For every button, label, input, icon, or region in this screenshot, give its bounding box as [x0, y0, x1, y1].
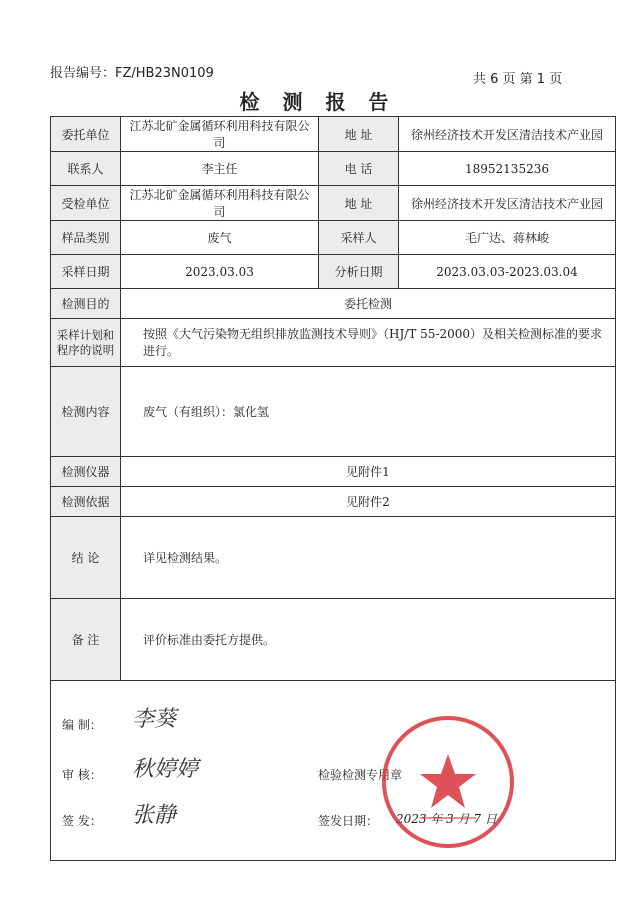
phone-value: 18952135236: [399, 152, 616, 186]
table-row: [51, 487, 616, 517]
table-row: [51, 186, 616, 221]
table-row: [51, 221, 616, 255]
issue-label: 签 发：: [62, 814, 102, 828]
remark-value: 评价标准由委托方提供。: [121, 599, 616, 681]
client-label: 委托单位: [51, 117, 121, 152]
review-signature: 秋婷婷: [132, 757, 199, 782]
table-row: [51, 289, 616, 319]
content-label: 检测内容: [51, 367, 121, 457]
remark-label: 备 注: [51, 599, 121, 681]
sample-type-value: 废气: [121, 221, 319, 255]
report-number-label: 报告编号：: [50, 66, 116, 81]
instrument-value: 见附件1: [121, 457, 616, 487]
basis-value: 见附件2: [121, 487, 616, 517]
table-row: [51, 457, 616, 487]
page-count: 共 6 页 第 1 页: [473, 72, 563, 87]
page-title: 检 测 报 告: [239, 90, 397, 114]
analysis-date-value: 2023.03.03-2023.03.04: [399, 255, 616, 289]
sampler-label: 采样人: [319, 221, 399, 255]
sampling-date-label: 采样日期: [51, 255, 121, 289]
tested-unit-value: 江苏北矿金属循环利用科技有限公司: [121, 186, 319, 221]
phone-label: 电 话: [319, 152, 399, 186]
tested-address-label: 地 址: [319, 186, 399, 221]
contact-value: 李主任: [121, 152, 319, 186]
analysis-date-label: 分析日期: [319, 255, 399, 289]
issue-date-label: 签发日期：: [318, 814, 379, 828]
sampling-date-value: 2023.03.03: [121, 255, 319, 289]
client-address-value: 徐州经济技术开发区清洁技术产业园: [399, 117, 616, 152]
report-table: [50, 116, 616, 861]
compile-label: 编 制：: [62, 718, 102, 732]
purpose-label: 检测目的: [51, 289, 121, 319]
issue-date-value: 2023 年 3 月 7 日: [396, 812, 497, 826]
purpose-value: 委托检测: [121, 289, 616, 319]
table-row: [51, 152, 616, 186]
content-value: 废气（有组织）：氯化氢: [121, 367, 616, 457]
report-number: [50, 62, 214, 81]
table-row: [51, 599, 616, 681]
client-address-label: 地 址: [319, 117, 399, 152]
table-row: [51, 117, 616, 152]
conclusion-value: 详见检测结果。: [121, 517, 616, 599]
conclusion-label: 结 论: [51, 517, 121, 599]
sampler-value: 毛广达、蒋林峻: [399, 221, 616, 255]
table-row: [51, 319, 616, 367]
instrument-label: 检测仪器: [51, 457, 121, 487]
basis-label: 检测依据: [51, 487, 121, 517]
seal-label: 检验检测专用章: [318, 768, 403, 782]
tested-address-value: 徐州经济技术开发区清洁技术产业园: [399, 186, 616, 221]
tested-unit-label: 受检单位: [51, 186, 121, 221]
table-row: [51, 367, 616, 457]
official-seal: [378, 712, 518, 852]
compile-signature: 李葵: [132, 707, 177, 732]
issue-signature: 张静: [132, 803, 177, 828]
report-number-value: FZ/HB23N0109: [115, 66, 214, 81]
table-row: [51, 255, 616, 289]
client-value: 江苏北矿金属循环利用科技有限公司: [121, 117, 319, 152]
sample-type-label: 样品类别: [51, 221, 121, 255]
plan-label: 采样计划和程序的说明: [51, 319, 121, 367]
table-row: [51, 517, 616, 599]
contact-label: 联系人: [51, 152, 121, 186]
plan-value: 按照《大气污染物无组织排放监测技术导则》（HJ/T 55-2000）及相关检测标准的要求进行。: [121, 319, 616, 367]
review-label: 审 核：: [62, 768, 102, 782]
